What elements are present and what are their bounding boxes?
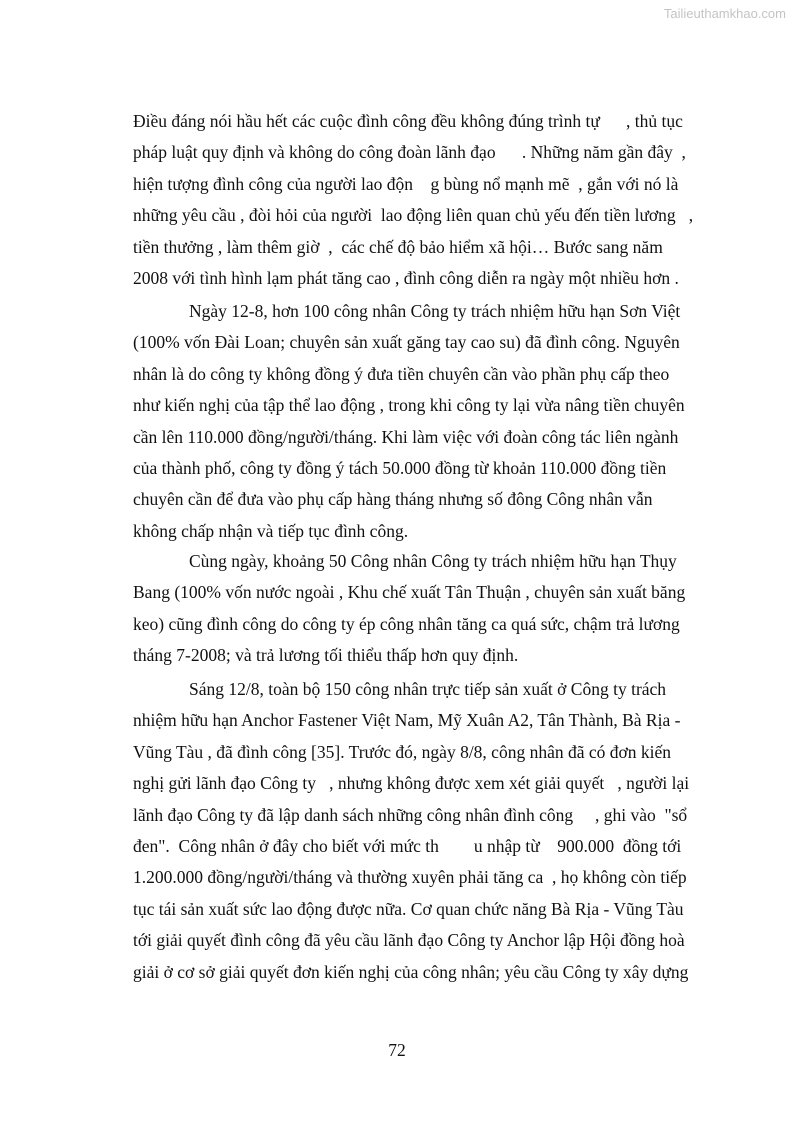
- text-line: tháng 7-2008; và trả lương tối thiểu thấp hơn quy định.: [133, 645, 519, 666]
- text-line: như kiến nghị của tập thể lao động , trong khi công ty lại vừa nâng tiền chuyên: [133, 395, 685, 416]
- text-line: giải ở cơ sở giải quyết đơn kiến nghị của công nhân; yêu cầu Công ty xây dựng: [133, 961, 689, 982]
- text-line: Sáng 12/8, toàn bộ 150 công nhân trực tiếp sản xuất ở Công ty trách: [189, 679, 667, 699]
- text-line: chuyên cần để đưa vào phụ cấp hàng tháng nhưng số đông Công nhân vẫn: [133, 489, 653, 510]
- text-line: nhân là do công ty không đồng ý đưa tiền chuyên cần vào phần phụ cấp theo: [133, 363, 670, 384]
- text-line: keo) cũng đình công do công ty ép công nhân tăng ca quá sức, chậm trả lương: [133, 613, 680, 634]
- text-line: nghị gửi lãnh đạo Công ty , nhưng không được xem xét giải quyết , người lại: [133, 773, 690, 794]
- text-line: Bang (100% vốn nước ngoài , Khu chế xuất Tân Thuận , chuyên sản xuất băng: [133, 582, 686, 603]
- text-line: tục tái sản xuất sức lao động được nữa. Cơ quan chức năng Bà Rịa - Vũng Tàu: [133, 898, 684, 919]
- text-line: pháp luật quy định và không do công đoàn lãnh đạo . Những năm gần đây ,: [133, 142, 686, 163]
- text-line: cần lên 110.000 đồng/người/tháng. Khi làm việc với đoàn công tác liên ngành: [133, 426, 679, 447]
- text-line: Điều đáng nói hầu hết các cuộc đình công đều không đúng trình tự , thủ tục: [133, 111, 683, 131]
- text-line: Vũng Tàu , đã đình công [35]. Trước đó, ngày 8/8, công nhân đã có đơn kiến: [133, 741, 672, 762]
- text-line: tới giải quyết đình công đã yêu cầu lãnh đạo Công ty Anchor lập Hội đồng hoà: [133, 930, 685, 951]
- text-line: hiện tượng đình công của người lao độn g bùng nổ mạnh mẽ , gắn với nó là: [133, 173, 679, 194]
- text-line: Ngày 12-8, hơn 100 công nhân Công ty trách nhiệm hữu hạn Sơn Việt: [189, 301, 681, 321]
- text-line: những yêu cầu , đòi hỏi của người lao động liên quan chủ yếu đến tiền lương ,: [133, 205, 694, 226]
- text-line: tiền thưởng , làm thêm giờ , các chế độ bảo hiểm xã hội… Bước sang năm: [133, 236, 663, 257]
- text-line: 1.200.000 đồng/người/tháng và thường xuyên phải tăng ca , họ không còn tiếp: [133, 867, 687, 888]
- page-number: 72: [388, 1040, 406, 1060]
- text-line: của thành phố, công ty đồng ý tách 50.000 đồng từ khoản 110.000 đồng tiền: [133, 458, 667, 478]
- text-line: không chấp nhận và tiếp tục đình công.: [133, 520, 409, 541]
- text-line: đen". Công nhân ở đây cho biết với mức th u nhập từ 900.000 đồng tới: [133, 836, 682, 856]
- text-line: Cùng ngày, khoảng 50 Công nhân Công ty trách nhiệm hữu hạn Thụy: [189, 551, 677, 571]
- text-line: (100% vốn Đài Loan; chuyên sản xuất găng tay cao su) đã đình công. Nguyên: [133, 332, 680, 353]
- text-line: nhiệm hữu hạn Anchor Fastener Việt Nam, Mỹ Xuân A2, Tân Thành, Bà Rịa -: [133, 710, 681, 731]
- watermark: Tailieuthamkhao.com: [663, 6, 786, 21]
- text-line: 2008 với tình hình lạm phát tăng cao , đình công diễn ra ngày một nhiều hơn .: [133, 268, 679, 288]
- text-line: lãnh đạo Công ty đã lập danh sách những công nhân đình công , ghi vào "sổ: [133, 804, 688, 825]
